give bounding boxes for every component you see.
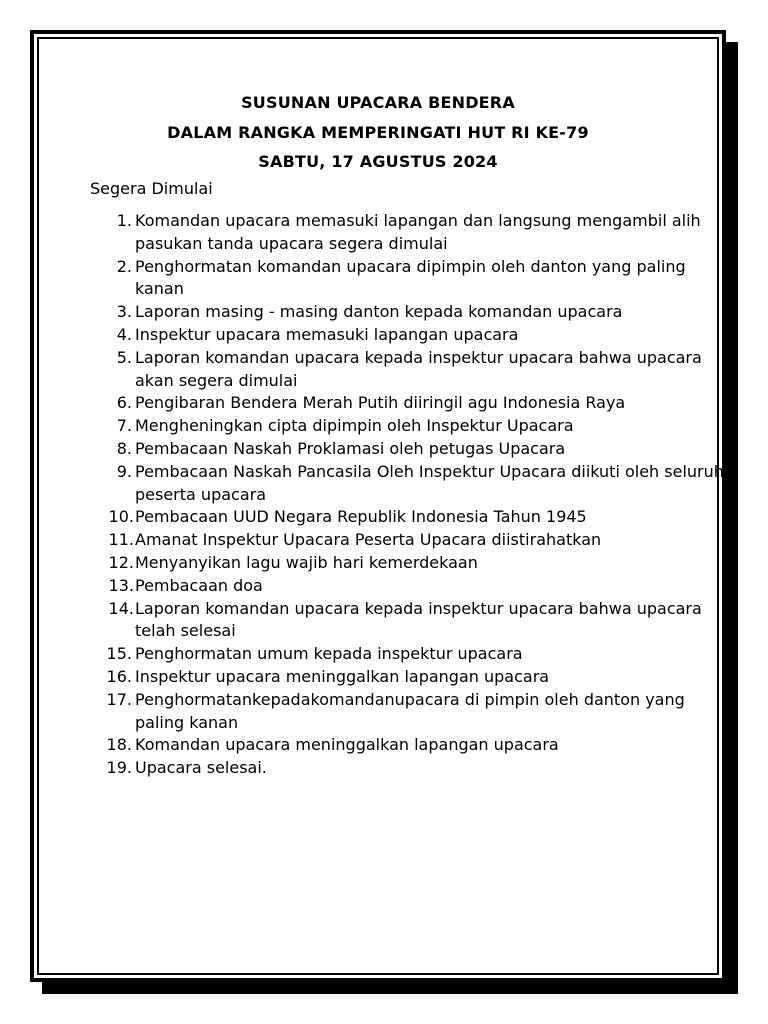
item-text: Mengheningkan cipta dipimpin oleh Inspektur Upacara (135, 416, 574, 436)
list-item (30, 643, 726, 666)
item-number: 16. (106, 666, 132, 686)
item-text: Menyanyikan lagu wajib hari kemerdekaan (135, 552, 478, 572)
item-number: 15. (106, 644, 132, 664)
item-text: Komandan upacara meninggalkan lapangan upacara (135, 735, 559, 755)
list-item (30, 734, 726, 757)
intro-text: Segera Dimulai (90, 179, 213, 198)
item-number: 11. (108, 530, 134, 550)
item-text: Laporan masing - masing danton kepada komandan upacara (135, 302, 623, 322)
item-number: 3. (116, 302, 132, 322)
list-item (30, 256, 726, 302)
list-item (30, 575, 726, 598)
item-number: 19. (106, 758, 132, 778)
item-text: Pembacaan Naskah Proklamasi oleh petugas Upacara (135, 438, 566, 458)
item-number: 13. (108, 575, 134, 595)
list-item (30, 461, 726, 507)
title-line-1: SUSUNAN UPACARA BENDERA (241, 93, 515, 112)
item-text: Amanat Inspektur Upacara Peserta Upacara diistirahatkan (135, 530, 602, 550)
list-item (30, 666, 726, 689)
item-number: 17. (106, 689, 132, 709)
item-text: Penghormatan komandan upacara dipimpin oleh danton yang paling kanan (135, 256, 686, 299)
item-text: Inspektur upacara memasuki lapangan upacara (135, 324, 519, 344)
list-item (30, 415, 726, 438)
list-item (30, 438, 726, 461)
document-content (30, 30, 726, 982)
ceremony-steps-list (30, 210, 726, 780)
item-text: Upacara selesai. (135, 758, 267, 778)
list-item (30, 506, 726, 529)
list-item (30, 689, 726, 735)
list-item (30, 529, 726, 552)
item-text: Penghormatan umum kepada inspektur upacara (135, 644, 523, 664)
item-number: 4. (116, 324, 132, 344)
title-line-3: SABTU, 17 AGUSTUS 2024 (258, 152, 498, 171)
item-text: Inspektur upacara meninggalkan lapangan upacara (135, 666, 550, 686)
title-line-2: DALAM RANGKA MEMPERINGATI HUT RI KE-79 (167, 123, 589, 142)
item-text: Laporan komandan upacara kepada inspektur upacara bahwa upacara akan segera dimulai (135, 347, 702, 390)
item-number: 9. (116, 461, 132, 481)
item-number: 10. (108, 507, 134, 527)
item-number: 2. (116, 256, 132, 276)
item-number: 6. (116, 393, 132, 413)
item-text: Pembacaan Naskah Pancasila Oleh Inspektur Upacara diikuti oleh seluruh peserta upacara (135, 461, 724, 504)
item-text: Pembacaan doa (135, 575, 263, 595)
list-item (30, 210, 726, 256)
item-number: 7. (116, 416, 132, 436)
list-item (30, 552, 726, 575)
item-text: Penghormatankepadakomandanupacara di pimpin oleh danton yang paling kanan (135, 689, 685, 732)
list-item (30, 347, 726, 393)
item-number: 8. (116, 438, 132, 458)
list-item (30, 757, 726, 780)
item-text: Komandan upacara memasuki lapangan dan langsung mengambil alih pasukan tanda upacara segera dimulai (135, 211, 701, 253)
list-item (30, 301, 726, 324)
item-text: Laporan komandan upacara kepada inspektur upacara bahwa upacara telah selesai (135, 598, 702, 641)
item-number: 18. (106, 735, 132, 755)
item-text: Pembacaan UUD Negara Republik Indonesia Tahun 1945 (135, 507, 587, 527)
list-item (30, 598, 726, 644)
list-item (30, 324, 726, 347)
item-number: 12. (108, 552, 134, 572)
item-number: 1. (116, 211, 132, 230)
item-text: Pengibaran Bendera Merah Putih diiringil agu Indonesia Raya (135, 393, 626, 413)
item-number: 14. (108, 598, 134, 618)
list-item (30, 392, 726, 415)
item-number: 5. (116, 347, 132, 367)
